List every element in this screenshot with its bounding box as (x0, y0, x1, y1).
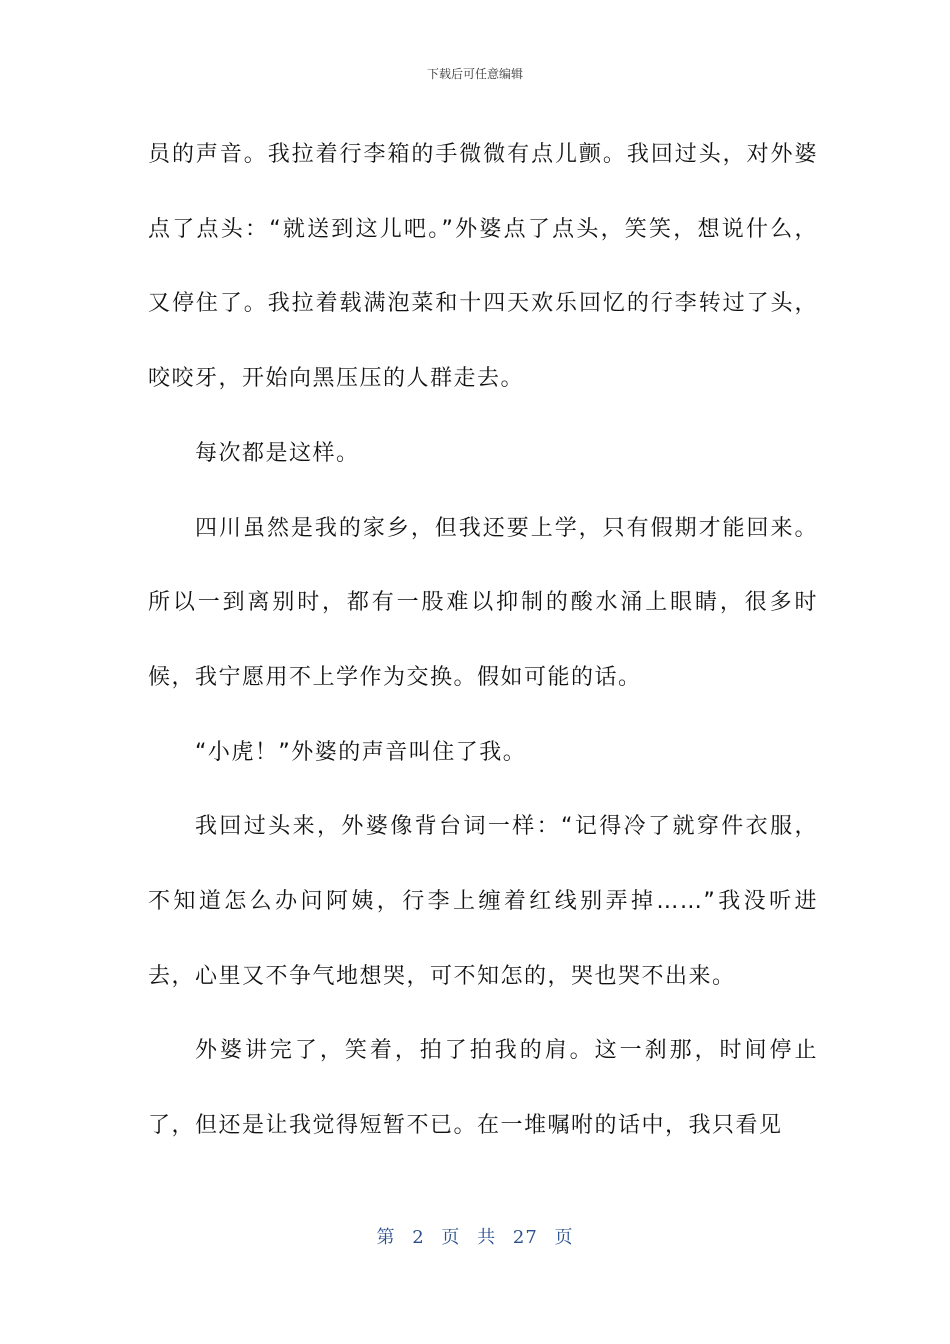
paragraph: 我回过头来，外婆像背台词一样：“记得冷了就穿件衣服，不知道怎么办问阿姨，行李上缠着红线别弄掉……”我没听进去，心里又不争气地想哭，可不知怎的，哭也哭不出来。 (148, 814, 818, 989)
paragraph: 外婆讲完了，笑着，拍了拍我的肩。这一刹那，时间停止了，但还是让我觉得短暂不已。在一堆嘱咐的话中，我只看见 (148, 1038, 818, 1139)
paragraph: “小虎！”外婆的声音叫住了我。 (195, 739, 527, 765)
header-note: 下载后可任意编辑 (426, 67, 523, 81)
paragraph: 四川虽然是我的家乡，但我还要上学，只有假期才能回来。所以一到离别时，都有一股难以抑制的酸水涌上眼睛，很多时候，我宁愿用不上学作为交换。假如可能的话。 (148, 515, 818, 690)
page-label-prefix: 第 (376, 1227, 396, 1248)
page-label-suffix: 页 (554, 1227, 574, 1248)
page-label-mid2: 共 (477, 1227, 497, 1248)
paragraph: 每次都是这样。 (195, 440, 360, 466)
page-number-footer (0, 1226, 950, 1250)
document-body (148, 118, 818, 1164)
page-current: 2 (412, 1227, 425, 1248)
page-total: 27 (512, 1227, 538, 1248)
paragraph: 员的声音。我拉着行李箱的手微微有点儿颤。我回过头，对外婆点了点头：“就送到这儿吧。”外婆点了点头，笑笑，想说什么，又停住了。我拉着载满泡菜和十四天欢乐回忆的行李转过了头，咬咬牙，开始向黑压压的人群走去。 (148, 142, 818, 392)
page-label-mid1: 页 (441, 1227, 461, 1248)
